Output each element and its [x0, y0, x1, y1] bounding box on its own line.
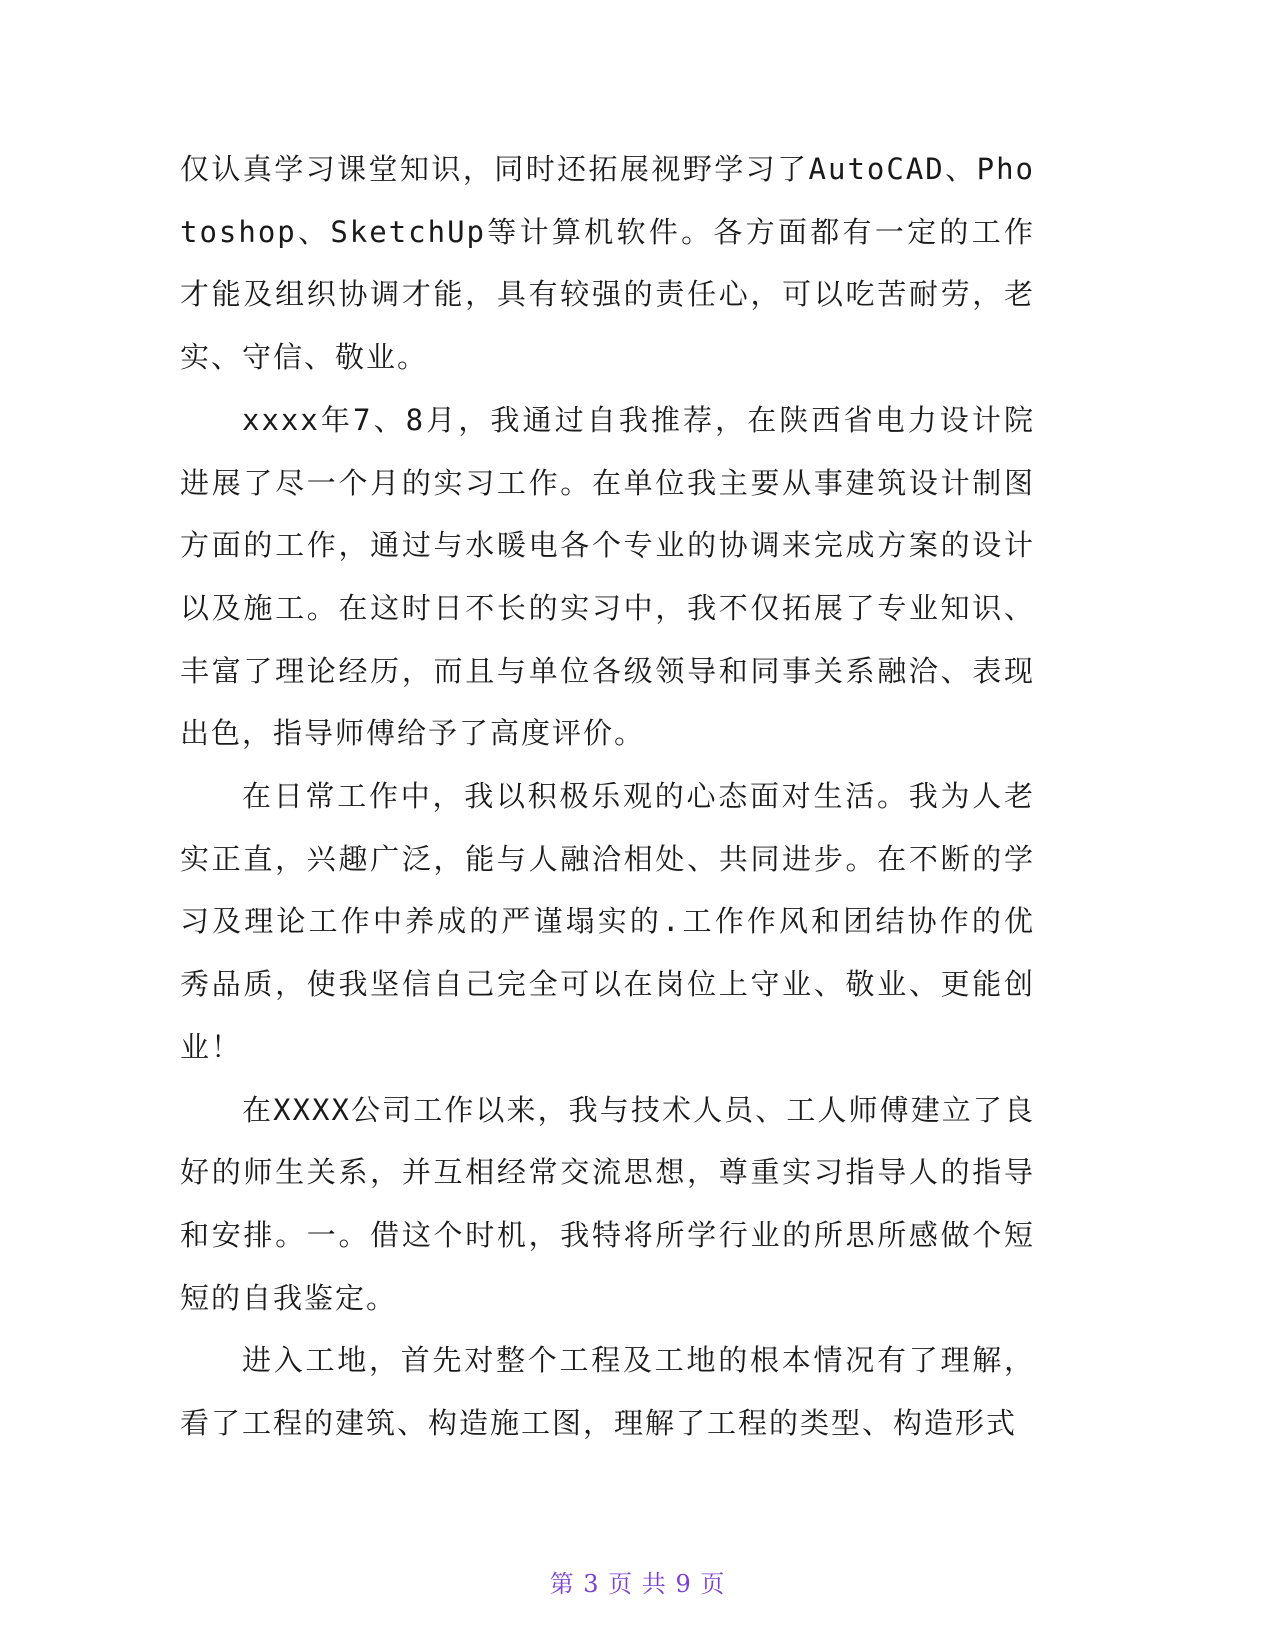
document-body	[180, 138, 1035, 1455]
page-footer	[0, 1564, 1275, 1599]
paragraph-5: 进入工地，首先对整个工程及工地的根本情况有了理解，看了工程的建筑、构造施工图，理解了工程的类型、构造形式	[180, 1343, 1035, 1441]
page-number-label: 第 3 页 共 9 页	[549, 1570, 726, 1598]
paragraph-2: xxxx年7、8月，我通过自我推荐，在陕西省电力设计院进展了尽一个月的实习工作。在单位我主要从事建筑设计制图方面的工作，通过与水暖电各个专业的协调来完成方案的设计以及施工。在这时日不长的实习中，我不仅拓展了专业知识、丰富了理论经历，而且与单位各级领导和同事关系融洽、表现出色，指导师傅给予了高度评价。	[180, 402, 1035, 751]
paragraph-3: 在日常工作中，我以积极乐观的心态面对生活。我为人老实正直，兴趣广泛，能与人融洽相处、共同进步。在不断的学习及理论工作中养成的严谨塌实的.工作作风和团结协作的优秀品质，使我坚信自己完全可以在岗位上守业、敬业、更能创业！	[180, 779, 1035, 1064]
paragraph-1: 仅认真学习课堂知识，同时还拓展视野学习了AutoCAD、Photoshop、SketchUp等计算机软件。各方面都有一定的工作才能及组织协调才能，具有较强的责任心，可以吃苦耐劳，老实、守信、敬业。	[180, 152, 1035, 375]
paragraph-4: 在XXXX公司工作以来，我与技术人员、工人师傅建立了良好的师生关系，并互相经常交流思想，尊重实习指导人的指导和安排。一。借这个时机，我特将所学行业的所思所感做个短短的自我鉴定。	[180, 1092, 1035, 1315]
